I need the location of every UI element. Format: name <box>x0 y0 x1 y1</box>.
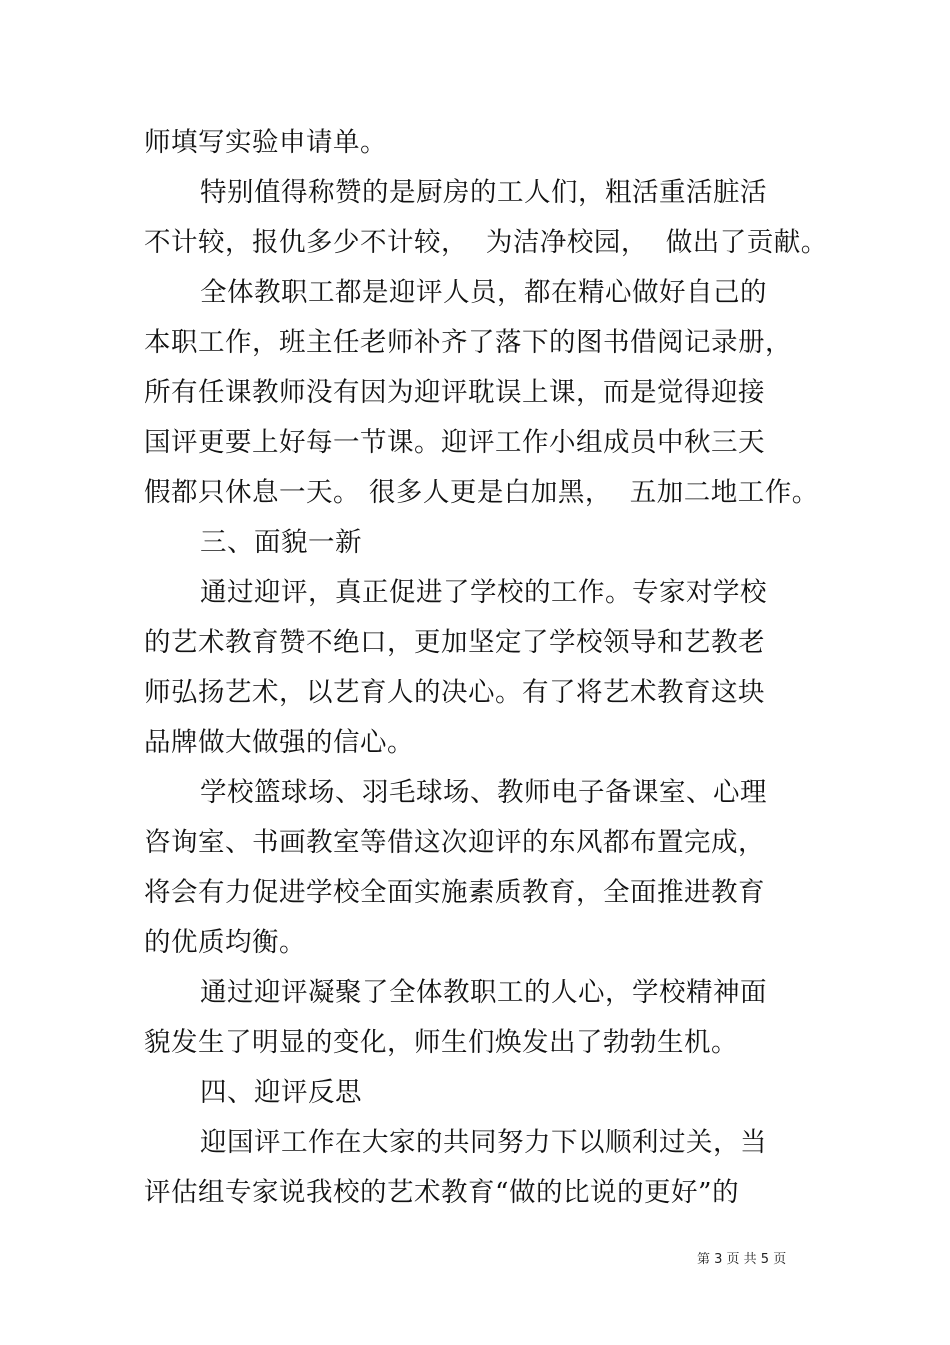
text-line: 评估组专家说我校的艺术教育“做的比说的更好”的 <box>144 1177 740 1208</box>
text-line: 的优质均衡。 <box>144 927 306 958</box>
text-line: 学校篮球场、羽毛球场、教师电子备课室、心理 <box>200 777 767 808</box>
text-line: 本职工作，班主任老师补齐了落下的图书借阅记录册， <box>144 327 792 358</box>
text-line: 师填写实验申请单。 <box>144 127 387 158</box>
text-line: 的艺术教育赞不绝口，更加坚定了学校领导和艺教老 <box>144 627 765 658</box>
text-line: 通过迎评凝聚了全体教职工的人心，学校精神面 <box>200 977 767 1008</box>
text-line: 品牌做大做强的信心。 <box>144 727 414 758</box>
text-line: 将会有力促进学校全面实施素质教育，全面推进教育 <box>144 877 765 908</box>
text-line: 国评更要上好每一节课。迎评工作小组成员中秋三天 <box>144 427 765 458</box>
text-line: 通过迎评，真正促进了学校的工作。专家对学校 <box>200 577 767 608</box>
text-line: 不计较，报仇多少不计较， 为洁净校园， 做出了贡献。 <box>144 227 828 258</box>
text-line: 假都只休息一天。 很多人更是白加黑， 五加二地工作。 <box>144 477 819 508</box>
text-line: 所有任课教师没有因为迎评耽误上课，而是觉得迎接 <box>144 377 765 408</box>
text-line: 咨询室、书画教室等借这次迎评的东风都布置完成， <box>144 827 765 858</box>
page-number: 第 3 页 共 5 页 <box>697 1252 787 1267</box>
text-line: 全体教职工都是迎评人员，都在精心做好自己的 <box>200 277 767 308</box>
text-line: 师弘扬艺术，以艺育人的决心。有了将艺术教育这块 <box>144 677 765 708</box>
section-heading: 四、迎评反思 <box>200 1077 362 1108</box>
text-line: 特别值得称赞的是厨房的工人们，粗活重活脏活 <box>200 177 767 208</box>
text-line: 貌发生了明显的变化，师生们焕发出了勃勃生机。 <box>144 1027 738 1058</box>
section-heading: 三、面貌一新 <box>200 527 362 558</box>
text-line: 迎国评工作在大家的共同努力下以顺利过关，当 <box>200 1127 767 1158</box>
